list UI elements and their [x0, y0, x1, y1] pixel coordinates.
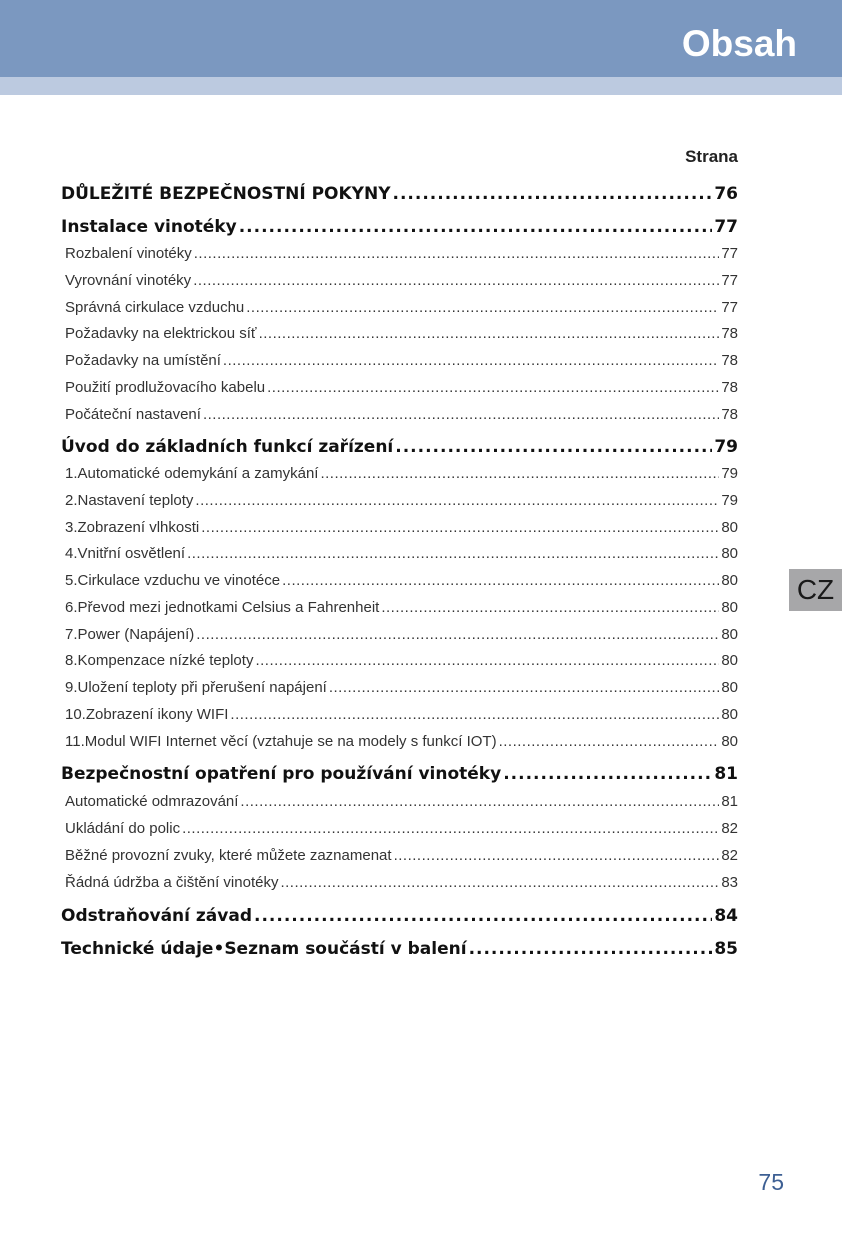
toc-item[interactable]: [61, 490, 738, 512]
toc-page-number: 78: [721, 406, 738, 423]
toc-label: Rozbalení vinotéky: [65, 245, 192, 262]
toc-page-number: 80: [721, 599, 738, 616]
toc-page-number: 80: [721, 572, 738, 589]
toc-leader-dots: [193, 270, 719, 292]
toc-leader-dots: [394, 845, 720, 867]
toc-item[interactable]: [61, 818, 738, 840]
toc-label: 4.Vnitřní osvětlení: [65, 545, 186, 562]
toc-label: 9.Uložení teploty při přerušení napájení: [65, 679, 327, 696]
toc-heading-technical-data[interactable]: [61, 937, 738, 961]
toc-item[interactable]: [61, 597, 738, 619]
toc-page-number: 82: [721, 847, 738, 864]
toc-leader-dots: [255, 650, 719, 672]
toc-page-number: 81: [714, 764, 738, 784]
toc-leader-dots: [239, 215, 713, 239]
toc-label: Odstraňování závad: [61, 906, 252, 926]
toc-label: Bezpečnostní opatření pro používání vinotéky: [61, 764, 502, 784]
toc-label: Instalace vinotéky: [61, 217, 237, 237]
toc-label: 6.Převod mezi jednotkami Celsius a Fahrenheit: [65, 599, 380, 616]
toc-label: Požadavky na elektrickou síť: [65, 325, 257, 342]
toc-leader-dots: [254, 904, 712, 928]
toc-item[interactable]: [61, 517, 738, 539]
toc-label: 11.Modul WIFI Internet věcí (vztahuje se na modely s funkcí IOT): [65, 733, 497, 750]
toc-item[interactable]: [61, 650, 738, 672]
toc-page-number: 79: [714, 437, 738, 457]
header-accent-strip: [0, 77, 842, 95]
toc-label: 8.Kompenzace nízké teploty: [65, 652, 254, 669]
toc-page-number: 78: [721, 379, 738, 396]
toc-page-number: 79: [721, 465, 738, 482]
toc-leader-dots: [503, 762, 712, 786]
language-tab: CZ: [789, 569, 842, 611]
toc-leader-dots: [187, 543, 719, 565]
toc-label: 5.Cirkulace vzduchu ve vinotéce: [65, 572, 281, 589]
toc-page-number: 77: [721, 299, 738, 316]
toc-leader-dots: [246, 297, 719, 319]
toc-page-number: 80: [721, 679, 738, 696]
toc-leader-dots: [201, 517, 719, 539]
toc-label: Požadavky na umístění: [65, 352, 221, 369]
toc-leader-dots: [230, 704, 719, 726]
toc-page-number: 80: [721, 706, 738, 723]
toc-page-number: 80: [721, 626, 738, 643]
toc-label: Počáteční nastavení: [65, 406, 201, 423]
toc-leader-dots: [259, 323, 720, 345]
toc-leader-dots: [267, 377, 719, 399]
toc-page-number: 80: [721, 652, 738, 669]
toc-label: 2.Nastavení teploty: [65, 492, 194, 509]
toc-item[interactable]: [61, 270, 738, 292]
toc-item[interactable]: [61, 463, 738, 485]
toc-heading-safety[interactable]: [61, 182, 738, 206]
toc-label: Ukládání do polic: [65, 820, 181, 837]
page-number: 75: [758, 1169, 784, 1195]
toc-leader-dots: [320, 463, 719, 485]
toc-heading-troubleshooting[interactable]: [61, 904, 738, 928]
toc-leader-dots: [282, 570, 719, 592]
toc-item[interactable]: [61, 677, 738, 699]
toc-leader-dots: [240, 791, 719, 813]
toc-item[interactable]: [61, 297, 738, 319]
toc-item[interactable]: [61, 377, 738, 399]
toc-item[interactable]: [61, 404, 738, 426]
toc-page-number: 78: [721, 352, 738, 369]
toc-leader-dots: [469, 937, 713, 961]
toc-item[interactable]: [61, 845, 738, 867]
toc-item[interactable]: [61, 243, 738, 265]
toc-heading-functions[interactable]: [61, 435, 738, 459]
toc-page-number: 81: [721, 793, 738, 810]
toc-label: 3.Zobrazení vlhkosti: [65, 519, 200, 536]
toc-leader-dots: [196, 624, 719, 646]
toc-leader-dots: [499, 731, 720, 753]
toc-item[interactable]: [61, 791, 738, 813]
toc-leader-dots: [329, 677, 719, 699]
toc-label: DŮLEŽITÉ BEZPEČNOSTNÍ POKYNY: [61, 184, 391, 204]
toc-item[interactable]: [61, 704, 738, 726]
toc-leader-dots: [381, 597, 719, 619]
toc-label: Řádná údržba a čištění vinotéky: [65, 874, 279, 891]
toc-page-number: 82: [721, 820, 738, 837]
toc-page-number: 78: [721, 325, 738, 342]
toc-label: Úvod do základních funkcí zařízení: [61, 437, 394, 457]
toc-item[interactable]: [61, 731, 738, 753]
toc-label: Technické údaje•Seznam součástí v balení: [61, 939, 467, 959]
toc-label: Automatické odmrazování: [65, 793, 239, 810]
toc-leader-dots: [280, 872, 719, 894]
toc-item[interactable]: [61, 872, 738, 894]
toc-leader-dots: [393, 182, 713, 206]
toc-label: Správná cirkulace vzduchu: [65, 299, 245, 316]
toc-item[interactable]: [61, 323, 738, 345]
toc-page-number: 80: [721, 733, 738, 750]
toc-page-number: 77: [721, 245, 738, 262]
toc-heading-precautions[interactable]: [61, 762, 738, 786]
toc-page-number: 80: [721, 545, 738, 562]
toc-label: Běžné provozní zvuky, které můžete zaznamenat: [65, 847, 392, 864]
toc-page-number: 76: [714, 184, 738, 204]
toc-item[interactable]: [61, 624, 738, 646]
page-column-label: Strana: [685, 147, 738, 166]
toc-page-number: 85: [714, 939, 738, 959]
toc-label: Vyrovnání vinotéky: [65, 272, 192, 289]
page-title: Obsah: [681, 23, 797, 64]
toc-label: 1.Automatické odemykání a zamykání: [65, 465, 319, 482]
toc-leader-dots: [195, 490, 719, 512]
toc-page-number: 80: [721, 519, 738, 536]
toc-label: 7.Power (Napájení): [65, 626, 195, 643]
toc-page-number: 77: [714, 217, 738, 237]
toc-page-number: 77: [721, 272, 738, 289]
toc-leader-dots: [395, 435, 712, 459]
toc-label: Použití prodlužovacího kabelu: [65, 379, 266, 396]
toc-leader-dots: [223, 350, 719, 372]
toc-page-number: 79: [721, 492, 738, 509]
toc-page-number: 84: [714, 906, 738, 926]
toc-label: 10.Zobrazení ikony WIFI: [65, 706, 229, 723]
toc-leader-dots: [182, 818, 719, 840]
toc-heading-installation[interactable]: [61, 215, 738, 239]
toc-item[interactable]: [61, 570, 738, 592]
toc-item[interactable]: [61, 543, 738, 565]
toc-leader-dots: [194, 243, 720, 265]
toc-page-number: 83: [721, 874, 738, 891]
toc-leader-dots: [203, 404, 719, 426]
toc-item[interactable]: [61, 350, 738, 372]
